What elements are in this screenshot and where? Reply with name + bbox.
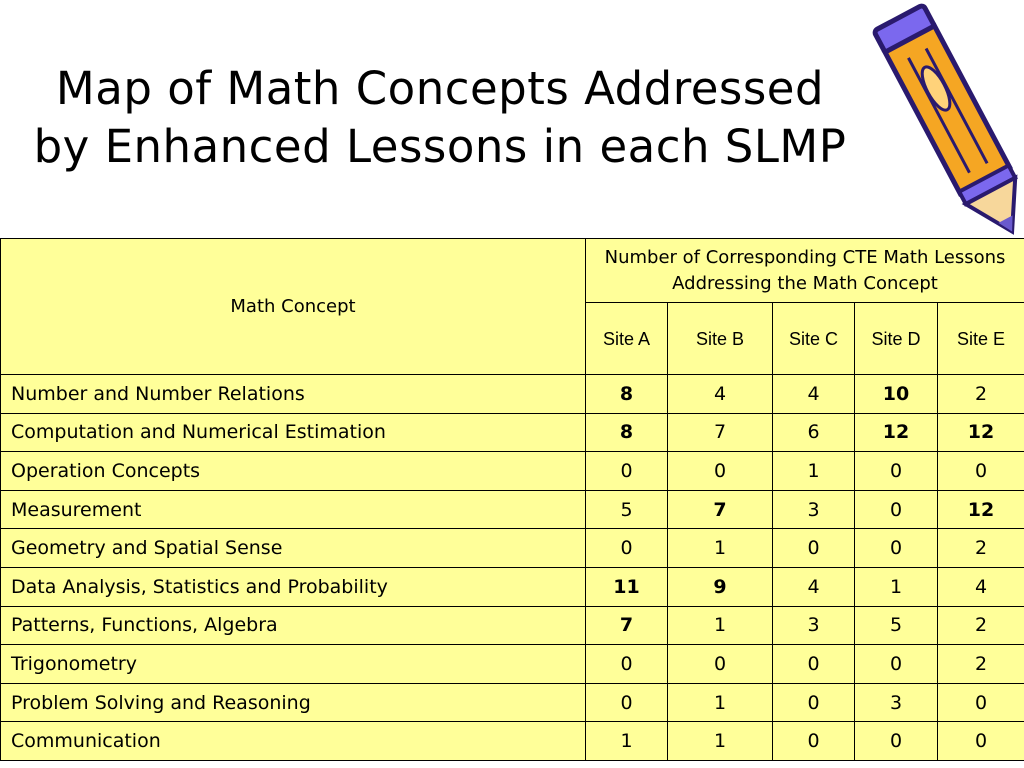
concept-cell: Computation and Numerical Estimation — [1, 413, 586, 452]
value-cell: 4 — [773, 375, 855, 414]
math-concepts-table — [0, 238, 1024, 761]
column-header-math-concept: Math Concept — [1, 239, 586, 375]
value-cell: 0 — [586, 529, 668, 568]
column-header-site-c: Site C — [773, 303, 855, 375]
value-cell: 12 — [855, 413, 938, 452]
table-row — [1, 722, 1024, 761]
concept-cell: Geometry and Spatial Sense — [1, 529, 586, 568]
value-cell: 2 — [938, 529, 1024, 568]
table-row — [1, 452, 1024, 491]
value-cell: 3 — [855, 683, 938, 722]
value-cell: 0 — [586, 683, 668, 722]
value-cell: 3 — [773, 490, 855, 529]
table-body — [1, 375, 1024, 761]
value-cell: 1 — [855, 567, 938, 606]
value-cell: 5 — [586, 490, 668, 529]
title-line-1: Map of Math Concepts Addressed — [55, 62, 825, 115]
value-cell: 0 — [668, 645, 773, 684]
value-cell: 12 — [938, 413, 1024, 452]
concept-cell: Communication — [1, 722, 586, 761]
concept-cell: Problem Solving and Reasoning — [1, 683, 586, 722]
value-cell: 8 — [586, 375, 668, 414]
title-line-2: by Enhanced Lessons in each SLMP — [33, 120, 847, 173]
value-cell: 7 — [668, 413, 773, 452]
column-header-site-e: Site E — [938, 303, 1024, 375]
value-cell: 0 — [855, 722, 938, 761]
value-cell: 10 — [855, 375, 938, 414]
value-cell: 12 — [938, 490, 1024, 529]
table-row — [1, 375, 1024, 414]
table-row — [1, 606, 1024, 645]
value-cell: 0 — [668, 452, 773, 491]
value-cell: 8 — [586, 413, 668, 452]
value-cell: 0 — [938, 683, 1024, 722]
concept-cell: Operation Concepts — [1, 452, 586, 491]
page-title — [0, 60, 880, 176]
value-cell: 1 — [668, 529, 773, 568]
value-cell: 9 — [668, 567, 773, 606]
column-header-group: Number of Corresponding CTE Math Lessons Addressing the Math Concept — [586, 239, 1024, 303]
value-cell: 0 — [938, 722, 1024, 761]
value-cell: 0 — [773, 683, 855, 722]
concept-cell: Trigonometry — [1, 645, 586, 684]
value-cell: 0 — [586, 645, 668, 684]
table-row — [1, 683, 1024, 722]
value-cell: 7 — [586, 606, 668, 645]
value-cell: 1 — [586, 722, 668, 761]
value-cell: 0 — [773, 529, 855, 568]
column-header-site-a: Site A — [586, 303, 668, 375]
value-cell: 5 — [855, 606, 938, 645]
value-cell: 2 — [938, 645, 1024, 684]
concept-cell: Data Analysis, Statistics and Probability — [1, 567, 586, 606]
value-cell: 4 — [668, 375, 773, 414]
concept-cell: Measurement — [1, 490, 586, 529]
value-cell: 1 — [668, 606, 773, 645]
value-cell: 6 — [773, 413, 855, 452]
value-cell: 4 — [773, 567, 855, 606]
value-cell: 0 — [586, 452, 668, 491]
value-cell: 1 — [668, 722, 773, 761]
value-cell: 7 — [668, 490, 773, 529]
pencil-icon — [860, 0, 1024, 236]
table-row — [1, 645, 1024, 684]
value-cell: 1 — [668, 683, 773, 722]
value-cell: 3 — [773, 606, 855, 645]
value-cell: 0 — [855, 645, 938, 684]
value-cell: 0 — [855, 529, 938, 568]
concept-cell: Number and Number Relations — [1, 375, 586, 414]
value-cell: 0 — [855, 490, 938, 529]
column-header-site-d: Site D — [855, 303, 938, 375]
value-cell: 0 — [938, 452, 1024, 491]
value-cell: 4 — [938, 567, 1024, 606]
concept-cell: Patterns, Functions, Algebra — [1, 606, 586, 645]
table-row — [1, 567, 1024, 606]
value-cell: 0 — [773, 722, 855, 761]
value-cell: 0 — [773, 645, 855, 684]
table-row — [1, 413, 1024, 452]
value-cell: 2 — [938, 375, 1024, 414]
value-cell: 2 — [938, 606, 1024, 645]
table-row — [1, 529, 1024, 568]
column-header-site-b: Site B — [668, 303, 773, 375]
table-row — [1, 490, 1024, 529]
value-cell: 11 — [586, 567, 668, 606]
value-cell: 0 — [855, 452, 938, 491]
value-cell: 1 — [773, 452, 855, 491]
